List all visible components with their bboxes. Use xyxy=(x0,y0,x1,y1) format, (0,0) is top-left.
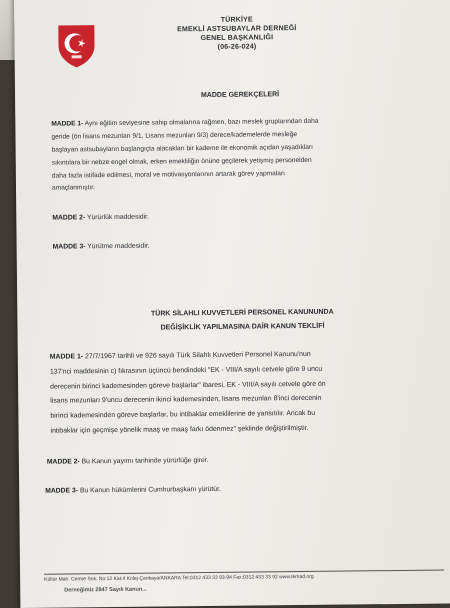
paragraph-line: derecenin birinci kademesinden göreve başlarlar" ibaresi, EK - VIII/A sayılı cetvele göre ön xyxy=(50,380,326,391)
paragraph-line: 137'nci maddesinin c) fıkrasının üçüncü bendindeki "EK - VIII/A sayılı cetvele göre 9 uncu xyxy=(49,365,323,376)
paragraph-line: birinci kademesinden göreve başlarlar, bu intibaklar emeklilerine de yansıtılır. Ancak bu xyxy=(50,410,316,420)
paragraph-line: MADDE 1- Aynı eğitim seviyesine sahip olmalarına rağmen, bazı meslek gruplarından daha xyxy=(51,117,319,128)
madde-label: MADDE 3- xyxy=(52,243,86,251)
madde-text: Yürürlük maddesidir. xyxy=(85,213,149,222)
paragraph-line: MADDE 1- 27/7/1967 tarihli ve 926 sayılı Türk Silahlı Kuvvetleri Personel Kanunu'nun xyxy=(49,350,311,361)
header-office: GENEL BAŞKANLIĞI xyxy=(200,34,274,43)
document-page xyxy=(14,0,450,608)
header-association: EMEKLİ ASTSUBAYLAR DERNEĞİ xyxy=(177,25,297,34)
footer-address: Kültür Mah. Cemre Sok. No:12 Kat:4 Kolej-Çankaya/ANKARA Tel:0312 433 33 93-94 Fax:0312 433 33 92 www.temad.org xyxy=(44,573,314,583)
madde-label: MADDE 1- xyxy=(49,353,84,361)
paragraph-line: geride (ön lisans mezunları 9/1, Lisans mezunları 9/3) derece/kademelerde mesleğe xyxy=(51,130,298,141)
association-emblem-icon xyxy=(52,21,101,70)
section2-madde3 xyxy=(45,486,221,495)
section1-title: MADDE GEREKÇELERİ xyxy=(200,91,280,100)
section2-madde2 xyxy=(47,457,209,466)
paragraph-line: sıkıntılara bir nebze engel olmak, erken emekliliğin önüne geçilerek yetişmiş personelden xyxy=(51,156,312,167)
paragraph-line: lisans mezunları 9'uncu derecenin ikinci kademesinden, lisans mezunları 8'inci derecenin xyxy=(50,395,322,406)
section1-madde2 xyxy=(52,214,149,222)
paragraph-line: intibaklar için geçmişe yönelik maaş ve maaş farkı ödenmez" şeklinde değiştirilmiştir. xyxy=(50,424,309,435)
paragraph-line: amaçlanmıştır. xyxy=(51,184,95,193)
madde-text: Bu Kanun yayımı tarihinde yürürlüğe girer. xyxy=(79,456,209,466)
document-header xyxy=(124,14,349,52)
madde-label: MADDE 2- xyxy=(46,458,80,466)
section1-madde1 xyxy=(51,115,430,196)
footer-bottom-text: Derneğimiz 2847 Sayılı Kanun... xyxy=(64,586,147,594)
section2-title-line2: DEĞİŞİKLİK YAPILMASINA DAİR KANUN TEKLİFİ xyxy=(160,322,325,332)
madde-text: Bu Kanun hükümlerini Cumhurbaşkanı yürütür. xyxy=(78,485,221,495)
section1-madde3 xyxy=(53,243,150,251)
madde-text: Yürütme maddesidir. xyxy=(85,242,150,251)
madde-label: MADDE 2- xyxy=(52,214,86,222)
header-code: (06-26-024) xyxy=(217,43,257,51)
madde-label: MADDE 1- xyxy=(51,120,84,128)
section2-madde1 xyxy=(50,347,433,440)
paragraph-line: daha fazla istifade edilmesi, moral ve motivasyonlarının artarak görev yapmaları xyxy=(51,169,286,180)
header-country: TÜRKİYE xyxy=(220,16,253,24)
paragraph-line: başlayan astsubayların başlangıçta alacakları bir kademe ile ekonomik açıdan yaşadıkları xyxy=(51,143,313,154)
madde-label: MADDE 3- xyxy=(45,487,79,495)
section2-title-line1: TÜRK SİLAHLI KUVVETLERİ PERSONEL KANUNUNDA xyxy=(150,308,334,318)
